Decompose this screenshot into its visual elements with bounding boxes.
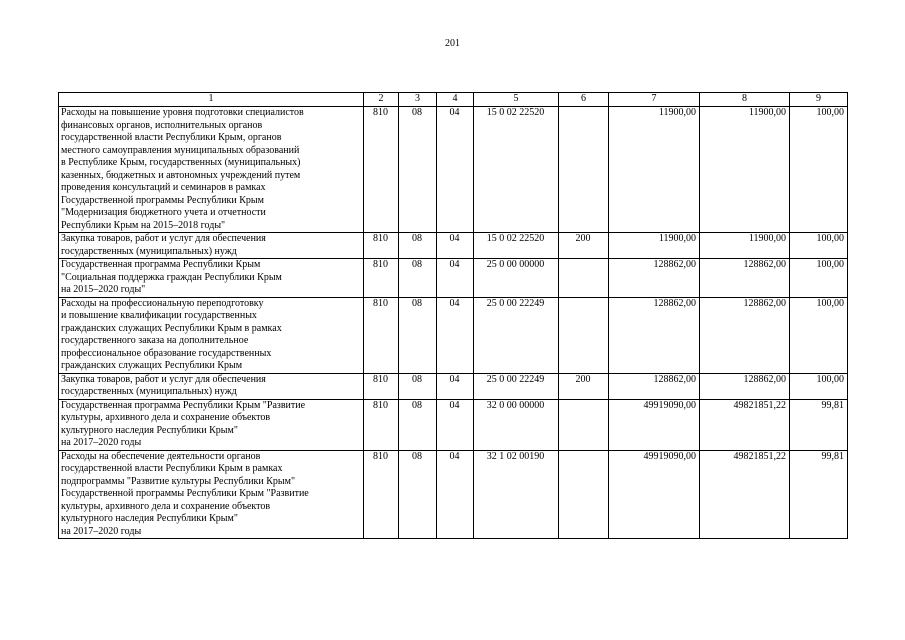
column-header: 7: [609, 93, 700, 107]
target-article-cell: 32 1 02 00190: [474, 450, 559, 539]
executed-amount-cell: 49821851,22: [700, 399, 790, 450]
target-article-cell: 32 0 00 00000: [474, 399, 559, 450]
section-cell: 08: [399, 297, 437, 373]
subsection-cell: 04: [437, 233, 474, 259]
admin-code-cell: 810: [364, 107, 399, 233]
column-header: 6: [559, 93, 609, 107]
planned-amount-cell: 128862,00: [609, 373, 700, 399]
percent-cell: 100,00: [790, 373, 848, 399]
percent-cell: 100,00: [790, 233, 848, 259]
row-name-cell: Закупка товаров, работ и услуг для обеспечения государственных (муниципальных) нужд: [59, 373, 364, 399]
target-article-cell: 15 0 02 22520: [474, 107, 559, 233]
expense-type-cell: [559, 450, 609, 539]
subsection-cell: 04: [437, 107, 474, 233]
target-article-cell: 25 0 00 22249: [474, 297, 559, 373]
target-article-cell: 25 0 00 00000: [474, 259, 559, 298]
section-cell: 08: [399, 233, 437, 259]
admin-code-cell: 810: [364, 399, 399, 450]
page-number: 201: [445, 38, 460, 49]
percent-cell: 100,00: [790, 107, 848, 233]
admin-code-cell: 810: [364, 373, 399, 399]
section-cell: 08: [399, 107, 437, 233]
row-name-cell: Расходы на повышение уровня подготовки специалистов финансовых органов, исполнительных органов государственной власти Республики Крым, органов местного самоуправления муниципальных образований в Республике Крым, государственных (муниципальных) казенных, бюджетных и автономных учреждений путем проведения консультаций и семинаров в рамках Государственной программы Республики Крым "Модернизация бюджетного учета и отчетности Республики Крым на 2015–2018 годы": [59, 107, 364, 233]
expense-type-cell: [559, 399, 609, 450]
percent-cell: 99,81: [790, 450, 848, 539]
expense-type-cell: [559, 259, 609, 298]
target-article-cell: 25 0 00 22249: [474, 373, 559, 399]
planned-amount-cell: 49919090,00: [609, 450, 700, 539]
section-cell: 08: [399, 259, 437, 298]
table-row: [59, 297, 848, 373]
table-row: [59, 107, 848, 233]
executed-amount-cell: 11900,00: [700, 107, 790, 233]
budget-table: [58, 92, 848, 539]
column-header: 4: [437, 93, 474, 107]
table-row: [59, 259, 848, 298]
table-row: [59, 450, 848, 539]
column-header: 2: [364, 93, 399, 107]
column-header: 8: [700, 93, 790, 107]
expense-type-cell: 200: [559, 373, 609, 399]
admin-code-cell: 810: [364, 450, 399, 539]
section-cell: 08: [399, 373, 437, 399]
row-name-cell: Государственная программа Республики Крым "Развитие культуры, архивного дела и сохранение объектов культурного наследия Республики Крым" на 2017–2020 годы: [59, 399, 364, 450]
admin-code-cell: 810: [364, 233, 399, 259]
column-header: 1: [59, 93, 364, 107]
planned-amount-cell: 128862,00: [609, 259, 700, 298]
row-name-cell: Государственная программа Республики Крым "Социальная поддержка граждан Республики Крым на 2015–2020 годы": [59, 259, 364, 298]
planned-amount-cell: 11900,00: [609, 233, 700, 259]
executed-amount-cell: 128862,00: [700, 297, 790, 373]
planned-amount-cell: 49919090,00: [609, 399, 700, 450]
expense-type-cell: 200: [559, 233, 609, 259]
column-header: 5: [474, 93, 559, 107]
table-row: [59, 233, 848, 259]
expense-type-cell: [559, 297, 609, 373]
subsection-cell: 04: [437, 259, 474, 298]
column-header: 3: [399, 93, 437, 107]
subsection-cell: 04: [437, 297, 474, 373]
planned-amount-cell: 11900,00: [609, 107, 700, 233]
target-article-cell: 15 0 02 22520: [474, 233, 559, 259]
section-cell: 08: [399, 399, 437, 450]
subsection-cell: 04: [437, 373, 474, 399]
table-row: [59, 373, 848, 399]
percent-cell: 100,00: [790, 259, 848, 298]
executed-amount-cell: 128862,00: [700, 259, 790, 298]
row-name-cell: Расходы на профессиональную переподготовку и повышение квалификации государственных гражданских служащих Республики Крым в рамках государственного заказа на дополнительное профессиональное образование государственных гражданских служащих Республики Крым: [59, 297, 364, 373]
admin-code-cell: 810: [364, 297, 399, 373]
subsection-cell: 04: [437, 399, 474, 450]
row-name-cell: Расходы на обеспечение деятельности органов государственной власти Республики Крым в рамках подпрограммы "Развитие культуры Республики Крым" Государственной программы Республики Крым "Развитие культуры, архивного дела и сохранение объектов культурного наследия Республики Крым" на 2017–2020 годы: [59, 450, 364, 539]
section-cell: 08: [399, 450, 437, 539]
column-header: 9: [790, 93, 848, 107]
percent-cell: 100,00: [790, 297, 848, 373]
executed-amount-cell: 49821851,22: [700, 450, 790, 539]
executed-amount-cell: 128862,00: [700, 373, 790, 399]
table-header-row: [59, 93, 848, 107]
planned-amount-cell: 128862,00: [609, 297, 700, 373]
expense-type-cell: [559, 107, 609, 233]
executed-amount-cell: 11900,00: [700, 233, 790, 259]
admin-code-cell: 810: [364, 259, 399, 298]
table-row: [59, 399, 848, 450]
percent-cell: 99,81: [790, 399, 848, 450]
subsection-cell: 04: [437, 450, 474, 539]
row-name-cell: Закупка товаров, работ и услуг для обеспечения государственных (муниципальных) нужд: [59, 233, 364, 259]
